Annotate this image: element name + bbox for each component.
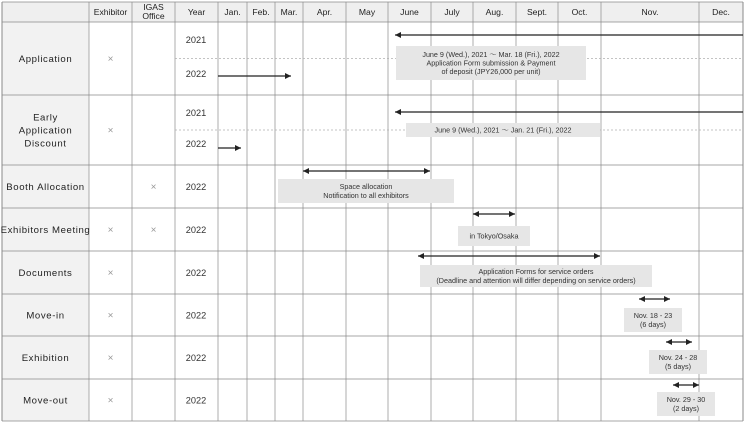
header-month-10: Oct. [571,7,588,17]
exhibitor-mark: × [107,395,114,407]
exhibitor-mark: × [107,54,114,65]
header-year: Year [187,7,206,17]
note-line: Nov. 18 - 23 [633,311,673,321]
note-box [420,265,652,287]
period-arrow [673,382,699,388]
header-month-12: Dec. [712,7,730,17]
period-arrow [639,296,670,302]
year-label: 2022 [185,225,207,235]
period-arrow [395,32,743,38]
row-label: Move-in [26,310,65,322]
year-label: 2022 [185,182,207,192]
year-label: 2022 [185,353,207,363]
row-documents [19,268,207,279]
row-move-out [23,396,206,407]
note-line: (2 days) [673,403,699,413]
row-label: Early [33,112,58,124]
row-early-discount [19,108,207,150]
row-exhibition [22,353,207,364]
header-month-7: July [444,7,460,17]
year-label: 2022 [185,268,207,278]
note-line: (5 days) [665,361,691,371]
row-label: Documents [18,268,73,279]
year-label: 2022 [185,395,207,406]
exhibitor-mark: × [107,268,114,279]
exhibitor-mark: × [107,225,114,236]
row-booth-allocation [6,182,206,193]
year-label: 2021 [185,108,207,118]
period-arrow [395,109,743,115]
note-line: June 9 (Wed.), 2021 ～ Jan. 21 (Fri.), 2022 [434,125,572,135]
exhibitor-mark: × [107,125,114,137]
note-box [406,123,600,137]
igas-mark: × [150,182,157,193]
row-label: Discount [24,138,67,150]
note-line: (Deadline and attention will differ depending on service orders) [436,275,636,285]
row-label: Application [18,54,73,65]
period-arrow [418,253,600,259]
header-month-11: Nov. [641,7,659,17]
period-arrow [303,168,430,174]
year-label: 2022 [185,310,207,321]
note-line: Application Form submission & Payment [426,58,556,68]
note-line: Space allocation [339,182,393,192]
header-igas-office-line1: IGAS [143,2,164,12]
note-line: in Tokyo/Osaka [469,231,519,241]
header-month-8: Aug. [485,7,504,17]
period-arrow [218,145,241,151]
note-box [657,392,715,416]
header-igas-office-line2: Office [142,11,165,21]
note-box [624,308,682,332]
header-month-2: Feb. [252,7,270,17]
note-line: Nov. 24 - 28 [658,353,698,363]
row-exhibitors-meeting [1,225,207,236]
period-arrow [473,211,515,217]
year-label: 2021 [185,35,207,45]
row-label: Exhibitors Meeting [0,225,91,236]
note-box [458,226,530,246]
note-line: (6 days) [640,319,666,329]
header-month-4: Apr. [316,7,333,17]
note-line: Application Forms for service orders [478,267,594,277]
period-arrow [666,339,692,345]
row-label: Booth Allocation [6,182,85,193]
exhibitor-mark: × [107,353,114,364]
igas-mark: × [150,225,157,236]
note-box [278,179,454,203]
note-line: of deposit (JPY26,000 per unit) [441,67,541,77]
header-month-3: Mar. [280,7,298,17]
exhibitor-mark: × [107,310,114,322]
note-line: June 9 (Wed.), 2021 ～ Mar. 18 (Fri.), 2022 [422,49,560,59]
header-month-9: Sept. [526,7,548,17]
note-box [649,350,707,374]
row-label: Move-out [23,395,68,407]
note-box [396,46,586,80]
header-month-5: May [358,7,376,17]
row-label: Application [18,125,73,137]
year-label: 2022 [185,139,207,149]
row-move-in [26,311,206,322]
note-line: Nov. 29 - 30 [666,395,706,405]
header-month-1: Jan. [224,7,241,17]
row-label: Exhibition [21,353,70,364]
note-line: Notification to all exhibitors [323,190,409,200]
header-exhibitor: Exhibitor [93,7,128,17]
header-month-6: June [400,7,419,17]
year-label: 2022 [185,69,207,79]
period-arrow [218,73,291,79]
